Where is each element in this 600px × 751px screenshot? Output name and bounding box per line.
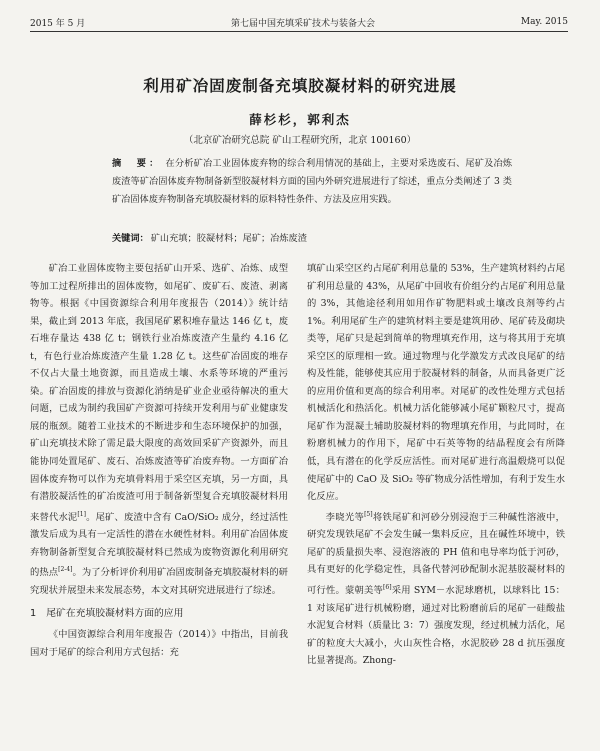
- body-column-left: [30, 260, 288, 661]
- body-column-right: [307, 260, 565, 670]
- paragraph-text: 。为了分析评价利用矿冶固废制备充填胶凝材料的研究现状并展望未来发展态势，本文对其研究进展进行了综述。: [30, 567, 288, 597]
- keywords-text: 矿山充填；胶凝材料；尾矿；冶炼废渣: [150, 233, 307, 244]
- body-paragraph: [30, 260, 288, 600]
- author-affiliation: （北京矿冶研究总院 矿山工程研究所，北京 100160）: [183, 135, 417, 146]
- citation: [5]: [364, 510, 373, 518]
- keywords: [112, 230, 512, 248]
- body-paragraph: 《中国资源综合利用年度报告（2014）》中指出，目前我国对于尾矿的综合利用方式包括：充: [30, 629, 288, 658]
- section-number: 1: [30, 607, 37, 619]
- section-title: 尾矿在充填胶凝材料方面的应用: [46, 607, 184, 619]
- paragraph-text: 。尾矿、废渣中含有 CaO/SiO₂ 成分，经过活性激发后成为具有一定活性的潜在水硬性材料。利用矿冶固体废弃物制备新型复合充填胶凝材料已然成为废物资源化利用研究的热点: [30, 511, 288, 579]
- paragraph-text: 将铁尾矿和河砂分别浸泡于三种碱性溶液中，研究发现铁尾矿不会发生碱一集料反应，且在碱性环境中，铁尾矿的质量损失率、浸泡溶液的 PH 值和电导率均低于河砂，具有更好的化学稳定性，具备代替河砂配制水泥基胶凝材料的可行性。蒙朝美等: [307, 511, 565, 597]
- paragraph-text: 李晓光等: [325, 511, 365, 523]
- citation: [6]: [383, 583, 392, 591]
- header-divider: [30, 31, 568, 32]
- paper-authors: 薛杉杉，郭利杰: [249, 112, 351, 127]
- citation: [2-4]: [58, 566, 73, 574]
- header-date: 2015 年 5 月: [30, 18, 86, 29]
- paragraph-text: 矿冶工业固体废物主要包括矿山开采、选矿、冶炼、成型等加工过程所排出的固体废物，如尾矿、废矿石、废渣、剥离物等。根据《中国资源综合利用年度报告（2014）》统计结果，截止到 2013 年底，我国尾矿累积堆存量达 146 亿 t，废石堆存量达 438 亿 t；钢铁行业冶炼废渣产生量约 4.16 亿 t，有色行业冶炼废渣产生量 1.28 亿 t。这些矿冶固废的堆存不仅占大量土地资源，而且造成土壤、水系等环境的严重污染。矿冶固废的排放与资源化消纳是矿业企业亟待解决的重大问题，已成为制约我国矿产资源可持续开发利用与矿业健康发展的瓶颈。随着工业技术的不断进步和生态环境保护的加强，矿山充填技术除了需足最大限度的高效回采矿产资源外，而且能协同处置尾矿、废石、冶炼废渣等矿冶废弃物。一方面矿冶固体废弃物可以作为充填骨料用于采空区充填，另一方面，具有潜胶凝活性的矿冶废渣可用于制备新型复合充填胶凝材料用来替代水泥: [30, 263, 288, 523]
- header-conference: 第七届中国充填采矿技术与装备大会: [231, 18, 376, 29]
- body-paragraph: [307, 506, 565, 670]
- paper-title: 利用矿冶固废制备充填胶凝材料的研究进展: [143, 77, 457, 95]
- header-date-en: May. 2015: [520, 17, 568, 27]
- abstract-label: 摘 要：: [112, 158, 162, 169]
- paragraph-text: 采用 SYM－水泥球磨机，以球料比 15：1 对该尾矿进行机械粉磨，通过对比粉磨前后的尾矿一硅酸盐水泥复合材料（质量比 3：7）强度发现，经过机械力活化，尾矿的粒度大大减小，火山灰性合格，水泥胶砂 28 d 抗压强度比显著提高。Zhong-: [307, 585, 565, 667]
- page-header: [30, 14, 568, 30]
- keywords-label: 关键词：: [112, 233, 149, 244]
- body-paragraph: 填矿山采空区约占尾矿利用总量的 53%，生产建筑材料约占尾矿利用总量的 43%，从尾矿中回收有价组分约占尾矿利用总量的 3%，其他途径利用如用作矿物肥料或土壤改良剂等约占 1%。利用尾矿生产的建筑材料主要是建筑用砂、尾矿砖及砌块类等，尾矿只是起到简单的物理填充作用，这与将其用于充填采空区的原理相一致。通过物理与化学激发方式改良尾矿的结构及性能，能够使其应用于胶凝材料的制备，从而具备更广泛的应用价值和更高的综合利用率。对尾矿的改性处理方式包括机械活化和热活化。机械力活化能够减小尾矿颗粒尺寸，提高尾矿作为混凝土辅助胶凝材料的物理填充作用，与此同时，在粉磨机械力的作用下，尾矿中石英等物的结晶程度会有所降低，具有潜在的化学反应活性。而对尾矿进行高温煅烧可以促使尾矿中的 CaO 及 SiO₂ 等矿物成分活性增加，有利于发生水化反应。: [307, 263, 565, 503]
- abstract-text: 在分析矿冶工业固体废弃物的综合利用情况的基础上，主要对采选废石、尾矿及冶炼废渣等矿冶固体废弃物制备新型胶凝材料方面的国内外研究进展进行了综述，重点分类阐述了 3 类矿冶固体废弃物制备充填胶凝材料的原料特性条件、方法及应用实践。: [112, 158, 513, 205]
- section-heading: [30, 605, 288, 623]
- abstract: [112, 155, 512, 209]
- citation: [1]: [77, 510, 86, 518]
